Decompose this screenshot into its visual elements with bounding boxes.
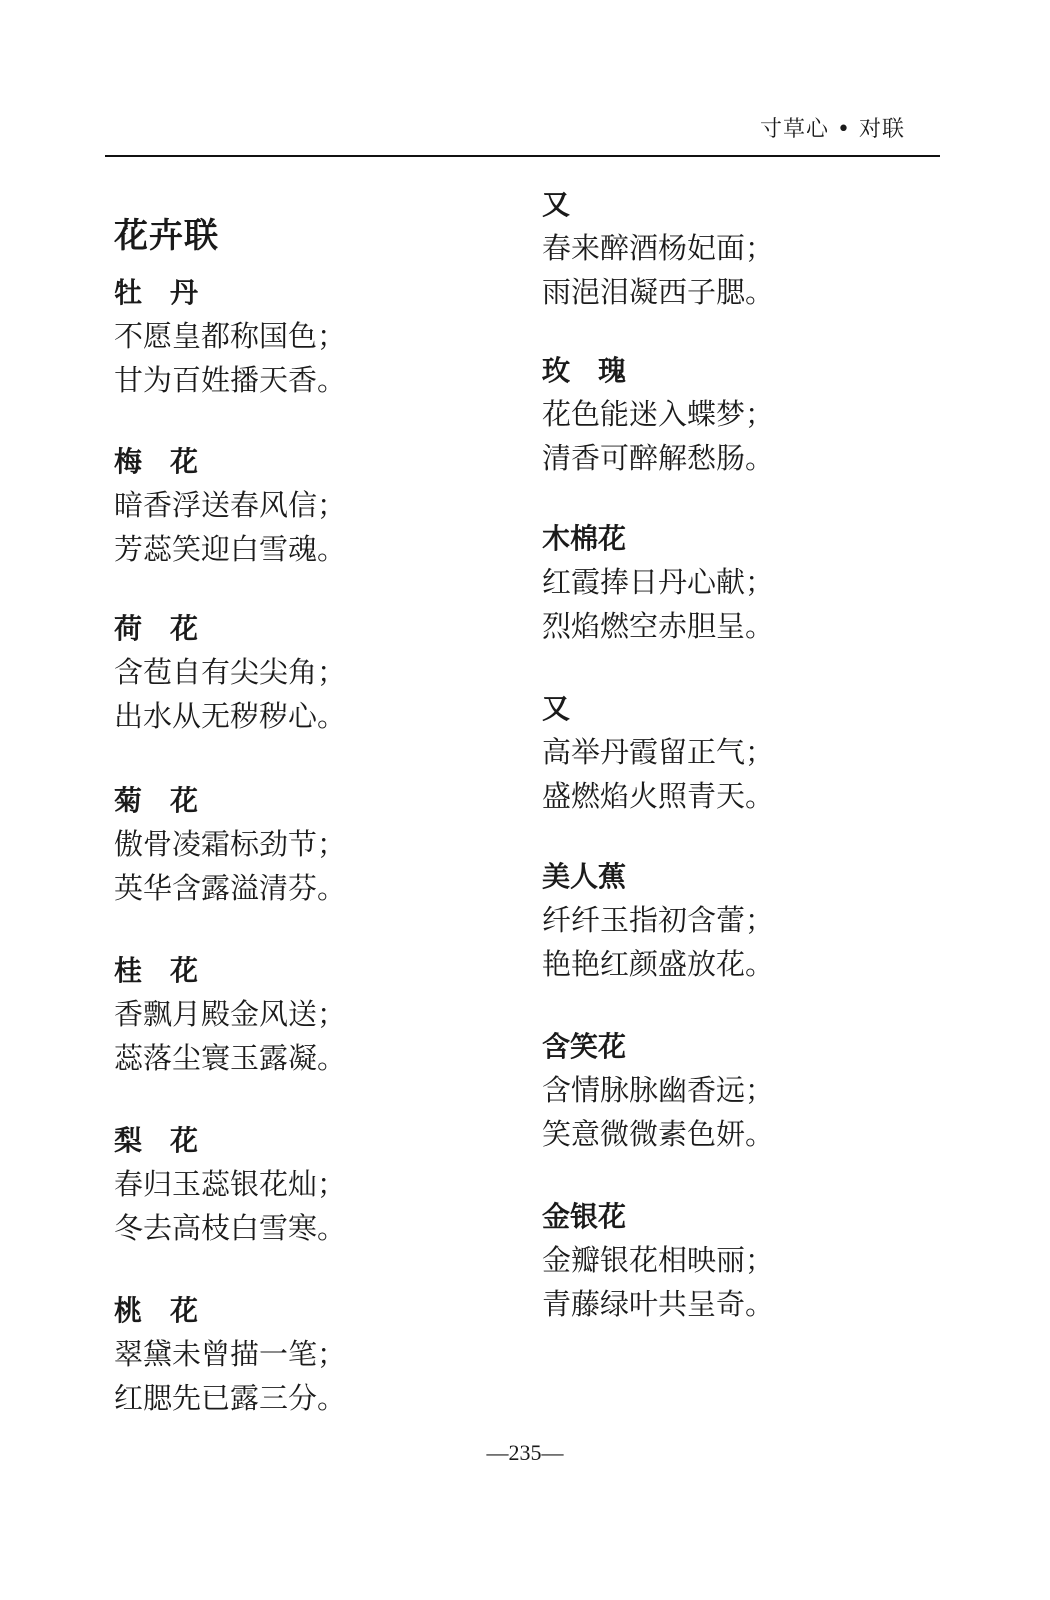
couplet-line-upper: 暗香浮送春风信； [114, 488, 347, 522]
couplet-line-lower: 英华含露溢清芬。 [114, 871, 347, 905]
entry-title: 菊 花 [114, 784, 199, 817]
couplet-line-lower: 艳艳红颜盛放花。 [542, 947, 775, 981]
couplet-line-upper: 含苞自有尖尖角； [114, 655, 347, 689]
couplet-line-upper: 红霞捧日丹心献； [542, 565, 775, 599]
couplet-entry [114, 443, 346, 571]
couplet-line-lower: 雨浥泪凝西子腮。 [542, 275, 775, 309]
couplet-entry [542, 1028, 774, 1156]
couplet-line-lower: 烈焰燃空赤胆呈。 [542, 609, 775, 643]
couplet-entry [542, 690, 774, 818]
couplet-entry [542, 858, 774, 986]
entry-title: 又 [542, 692, 571, 725]
entry-title: 金银花 [542, 1200, 627, 1233]
couplet-line-upper: 纤纤玉指初含蕾； [542, 903, 775, 937]
couplet-line-lower: 冬去高枝白雪寒。 [114, 1211, 347, 1245]
entry-title: 又 [542, 188, 571, 221]
header-rule [105, 155, 940, 157]
couplet-line-upper: 含情脉脉幽香远； [542, 1073, 775, 1107]
entry-title: 木棉花 [542, 522, 627, 555]
couplet-line-upper: 不愿皇都称国色； [114, 319, 347, 353]
couplet-entry [542, 186, 774, 314]
couplet-entry [114, 782, 346, 910]
couplet-line-lower: 甘为百姓播天香。 [114, 363, 347, 397]
couplet-line-lower: 清香可醉解愁肠。 [542, 441, 775, 475]
couplet-line-upper: 春来醉酒杨妃面； [542, 231, 775, 265]
page-number: —235— [486, 1440, 564, 1465]
couplet-entry [114, 610, 346, 738]
entry-title: 美人蕉 [542, 860, 627, 893]
couplet-entry [542, 352, 774, 480]
couplet-line-upper: 翠黛未曾描一笔； [114, 1337, 347, 1371]
couplet-line-upper: 高举丹霞留正气； [542, 735, 775, 769]
entry-title: 玫 瑰 [542, 354, 627, 387]
couplet-entry [114, 1122, 346, 1250]
couplet-line-lower: 蕊落尘寰玉露凝。 [114, 1041, 347, 1075]
couplet-entry [114, 274, 346, 402]
entry-title: 牡 丹 [114, 276, 199, 309]
entry-title: 桂 花 [114, 954, 199, 987]
section-title: 花卉联 [114, 216, 219, 256]
couplet-line-lower: 盛燃焰火照青天。 [542, 779, 775, 813]
couplet-line-upper: 香飘月殿金风送； [114, 997, 347, 1031]
couplet-line-upper: 春归玉蕊银花灿； [114, 1167, 347, 1201]
couplet-line-lower: 芳蕊笑迎白雪魂。 [114, 532, 347, 566]
couplet-line-upper: 傲骨凌霜标劲节； [114, 827, 347, 861]
couplet-entry [114, 952, 346, 1080]
couplet-entry [542, 520, 774, 648]
entry-title: 桃 花 [114, 1294, 199, 1327]
entry-title: 荷 花 [114, 612, 199, 645]
entry-title: 梨 花 [114, 1124, 199, 1157]
couplet-line-lower: 出水从无秽秽心。 [114, 699, 347, 733]
running-header: 寸草心 • 对联 [760, 117, 905, 142]
entry-title: 含笑花 [542, 1030, 627, 1063]
couplet-line-upper: 金瓣银花相映丽； [542, 1243, 775, 1277]
couplet-entry [114, 1292, 346, 1420]
couplet-line-upper: 花色能迷入蝶梦； [542, 397, 775, 431]
entry-title: 梅 花 [114, 445, 199, 478]
couplet-line-lower: 红腮先已露三分。 [114, 1381, 347, 1415]
couplet-entry [542, 1198, 774, 1326]
couplet-line-lower: 青藤绿叶共呈奇。 [542, 1287, 775, 1321]
couplet-line-lower: 笑意微微素色妍。 [542, 1117, 775, 1151]
